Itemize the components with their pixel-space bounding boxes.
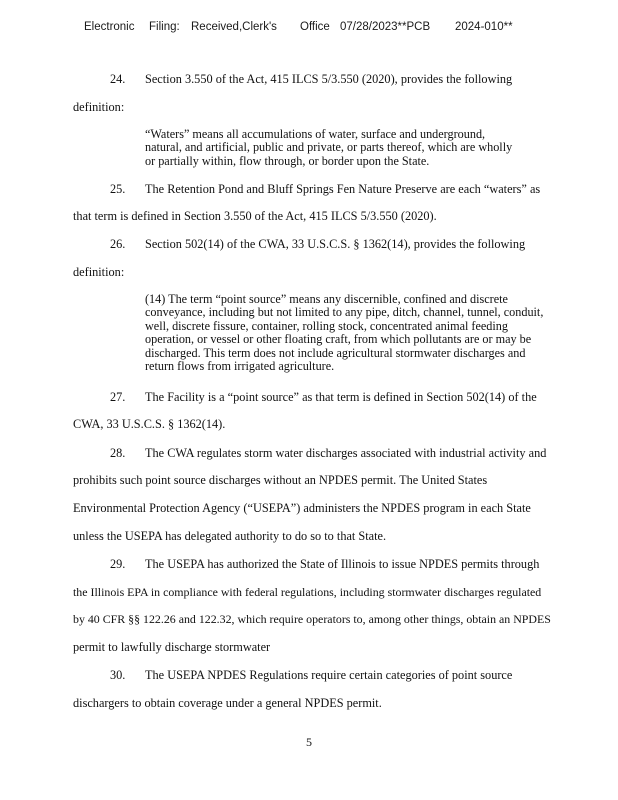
paragraph-line: definition:: [73, 100, 125, 114]
paragraph-number: 27.: [110, 390, 126, 404]
paragraph-line: by 40 CFR §§ 122.26 and 122.32, which require operators to, among other things, obtain an NPDES: [73, 612, 551, 626]
paragraph-number: 24.: [110, 72, 126, 86]
quote-line: conveyance, including but not limited to any pipe, ditch, channel, tunnel, conduit,: [145, 305, 544, 320]
block-quote-point-source: [145, 293, 605, 373]
paragraph-line: Environmental Protection Agency (“USEPA”) administers the NPDES program in each State: [73, 501, 531, 515]
paragraph-number: 29.: [110, 557, 126, 571]
quote-line: or partially within, flow through, or border upon the State.: [145, 153, 430, 168]
paragraph-line: unless the USEPA has delegated authority to do so to that State.: [73, 529, 387, 543]
page-number: 5: [306, 735, 312, 749]
paragraph-number: 26.: [110, 237, 126, 251]
paragraph-line: permit to lawfully discharge stormwater: [73, 640, 271, 654]
paragraph-number: 28.: [110, 446, 126, 460]
header-case: 2024-010**: [455, 21, 513, 33]
paragraph-line: dischargers to obtain coverage under a general NPDES permit.: [73, 696, 382, 710]
header-office: Office: [300, 21, 330, 33]
paragraph-line: that term is defined in Section 3.550 of the Act, 415 ILCS 5/3.550 (2020).: [73, 209, 437, 223]
header-received: Received,Clerk's: [191, 21, 277, 33]
header-electronic: Electronic: [84, 21, 135, 33]
paragraph-number: 25.: [110, 182, 126, 196]
paragraph-line: Section 3.550 of the Act, 415 ILCS 5/3.550 (2020), provides the following: [145, 72, 513, 86]
header-filing: Filing:: [149, 21, 180, 33]
quote-line: operation, or vessel or other floating craft, from which pollutants are or may be: [145, 332, 532, 347]
quote-line: natural, and artificial, public and private, or parts thereof, which are wholly: [145, 140, 513, 155]
paragraph-line: The Facility is a “point source” as that term is defined in Section 502(14) of the: [145, 390, 537, 404]
paragraph-line: CWA, 33 U.S.C.S. § 1362(14).: [73, 417, 226, 431]
quote-line: (14) The term “point source” means any discernible, confined and discrete: [145, 292, 508, 306]
quote-line: well, discrete fissure, container, rolling stock, concentrated animal feeding: [145, 318, 508, 333]
paragraph-line: Section 502(14) of the CWA, 33 U.S.C.S. § 1362(14), provides the following: [145, 237, 526, 251]
header-date: 07/28/2023**PCB: [340, 21, 431, 33]
paragraph-line: The USEPA has authorized the State of Illinois to issue NPDES permits through: [145, 557, 540, 571]
quote-line: return flows from irrigated agriculture.: [145, 359, 335, 374]
paragraph-number: 30.: [110, 668, 126, 682]
paragraph-line: prohibits such point source discharges without an NPDES permit. The United States: [73, 473, 488, 487]
quote-line: “Waters” means all accumulations of water, surface and underground,: [145, 127, 486, 141]
paragraph-line: The USEPA NPDES Regulations require certain categories of point source: [145, 668, 513, 682]
paragraph-line: The Retention Pond and Bluff Springs Fen Nature Preserve are each “waters” as: [145, 182, 541, 196]
paragraph-line: definition:: [73, 265, 125, 279]
paragraph-line: the Illinois EPA in compliance with federal regulations, including stormwater discharges regulated: [73, 585, 542, 599]
paragraph-line: The CWA regulates storm water discharges associated with industrial activity and: [145, 446, 547, 460]
quote-line: discharged. This term does not include agricultural stormwater discharges and: [145, 345, 526, 360]
block-quote-waters: [145, 128, 605, 168]
